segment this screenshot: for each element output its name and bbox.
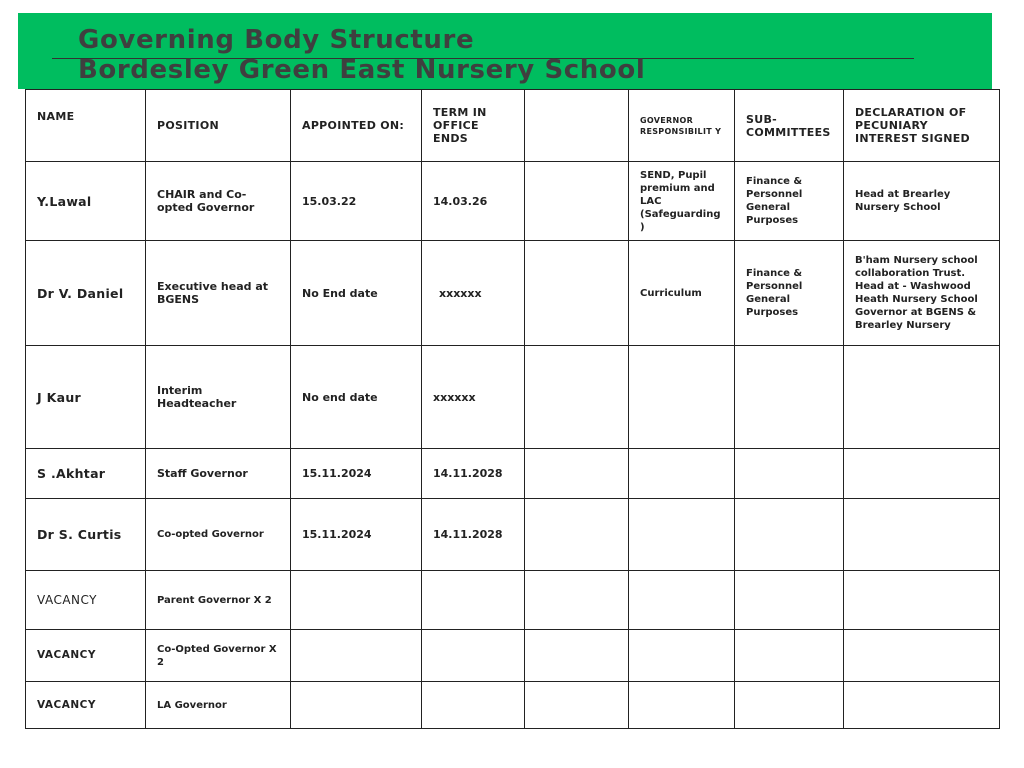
col-header-term-ends: TERM IN OFFICE ENDS: [422, 90, 525, 162]
table-row: [26, 449, 1000, 499]
cell-term-ends: 14.11.2028: [422, 449, 525, 499]
cell-term-ends: [422, 682, 525, 729]
col-header-appointed: APPOINTED ON:: [291, 90, 422, 162]
cell-term-ends: [422, 571, 525, 630]
cell-term-ends: [422, 630, 525, 682]
header-row: [26, 90, 1000, 162]
cell-blank: [525, 571, 629, 630]
cell-name: VACANCY: [26, 630, 146, 682]
cell-position: Interim Headteacher: [146, 346, 291, 449]
table-row: [26, 241, 1000, 346]
cell-responsibility: SEND, Pupil premium and LAC (Safeguarding): [629, 162, 735, 241]
cell-responsibility: Curriculum: [629, 241, 735, 346]
table-row: [26, 682, 1000, 729]
cell-appointed: [291, 571, 422, 630]
cell-position: Co-Opted Governor X 2: [146, 630, 291, 682]
cell-declaration: B'ham Nursery school collaboration Trust. Head at - Washwood Heath Nursery School Governor at BGENS & Brearley Nursery: [844, 241, 1000, 346]
cell-declaration: [844, 682, 1000, 729]
col-header-declaration: DECLARATION OF PECUNIARY INTEREST SIGNED: [844, 90, 1000, 162]
cell-appointed: No end date: [291, 346, 422, 449]
col-header-position: POSITION: [146, 90, 291, 162]
cell-committees: [735, 571, 844, 630]
page-title: Governing Body Structure: [78, 25, 475, 55]
cell-blank: [525, 682, 629, 729]
cell-appointed: 15.11.2024: [291, 499, 422, 571]
cell-appointed: 15.03.22: [291, 162, 422, 241]
table-row: [26, 499, 1000, 571]
table-row: [26, 571, 1000, 630]
cell-blank: [525, 162, 629, 241]
cell-blank: [525, 241, 629, 346]
table-row: [26, 346, 1000, 449]
cell-term-ends: xxxxxx: [422, 241, 525, 346]
cell-position: LA Governor: [146, 682, 291, 729]
cell-blank: [525, 449, 629, 499]
cell-committees: Finance & Personnel General Purposes: [735, 241, 844, 346]
cell-committees: [735, 630, 844, 682]
cell-appointed: No End date: [291, 241, 422, 346]
cell-committees: [735, 682, 844, 729]
cell-appointed: 15.11.2024: [291, 449, 422, 499]
cell-declaration: [844, 449, 1000, 499]
cell-name: S .Akhtar: [26, 449, 146, 499]
cell-position: Parent Governor X 2: [146, 571, 291, 630]
cell-responsibility: [629, 571, 735, 630]
cell-committees: Finance & Personnel General Purposes: [735, 162, 844, 241]
table-row: [26, 162, 1000, 241]
cell-committees: [735, 449, 844, 499]
cell-name: Dr S. Curtis: [26, 499, 146, 571]
cell-appointed: [291, 682, 422, 729]
cell-responsibility: [629, 630, 735, 682]
cell-name: Y.Lawal: [26, 162, 146, 241]
col-header-committees: SUB-COMMITTEES: [735, 90, 844, 162]
cell-declaration: [844, 499, 1000, 571]
cell-responsibility: [629, 346, 735, 449]
cell-blank: [525, 499, 629, 571]
cell-committees: [735, 499, 844, 571]
cell-responsibility: [629, 682, 735, 729]
col-header-name: NAME: [26, 90, 146, 162]
cell-name: VACANCY: [26, 682, 146, 729]
cell-committees: [735, 346, 844, 449]
cell-position: CHAIR and Co-opted Governor: [146, 162, 291, 241]
cell-declaration: [844, 571, 1000, 630]
cell-declaration: Head at Brearley Nursery School: [844, 162, 1000, 241]
cell-blank: [525, 630, 629, 682]
cell-name: Dr V. Daniel: [26, 241, 146, 346]
governors-table: [25, 89, 1000, 729]
cell-term-ends: 14.03.26: [422, 162, 525, 241]
cell-term-ends: 14.11.2028: [422, 499, 525, 571]
cell-position: Co-opted Governor: [146, 499, 291, 571]
cell-responsibility: [629, 499, 735, 571]
cell-appointed: [291, 630, 422, 682]
cell-name: J Kaur: [26, 346, 146, 449]
cell-name: VACANCY: [26, 571, 146, 630]
cell-position: Executive head at BGENS: [146, 241, 291, 346]
cell-position: Staff Governor: [146, 449, 291, 499]
cell-term-ends: xxxxxx: [422, 346, 525, 449]
col-header-blank: [525, 90, 629, 162]
cell-declaration: [844, 630, 1000, 682]
col-header-responsibility: GOVERNOR RESPONSIBILIT Y: [629, 90, 735, 162]
cell-responsibility: [629, 449, 735, 499]
table-row: [26, 630, 1000, 682]
school-name: Bordesley Green East Nursery School: [78, 55, 646, 85]
cell-blank: [525, 346, 629, 449]
cell-declaration: [844, 346, 1000, 449]
